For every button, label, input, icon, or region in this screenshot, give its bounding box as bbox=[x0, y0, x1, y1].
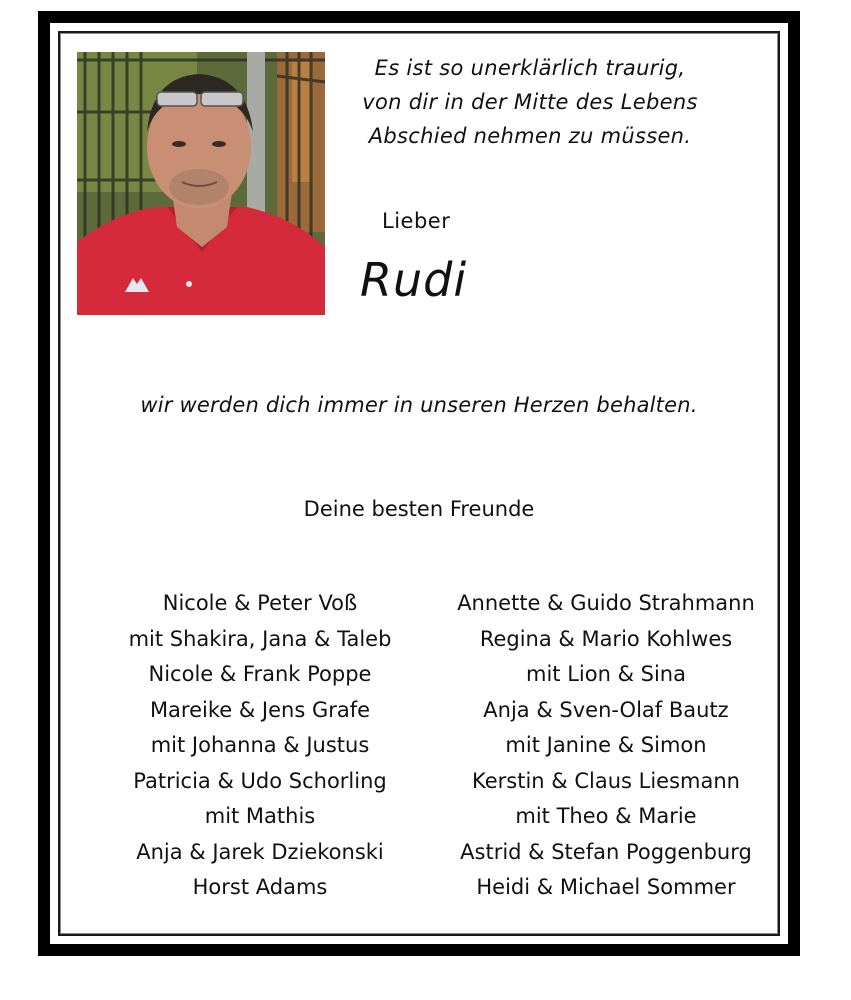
portrait-photo bbox=[77, 52, 325, 315]
mourner-entry: Patricia & Udo Schorling bbox=[133, 768, 387, 793]
quote-line: Es ist so unerklärlich traurig, bbox=[374, 56, 686, 80]
deceased-name: Rudi bbox=[360, 253, 468, 307]
mourner-entry: mit Lion & Sina bbox=[526, 662, 686, 686]
mourner-entry: Anja & Jarek Dziekonski bbox=[136, 839, 384, 864]
mourner-entry: Nicole & Peter Voß bbox=[162, 591, 358, 615]
mourning-notice-outer-border bbox=[38, 11, 800, 956]
mourner-entry: Heidi & Michael Sommer bbox=[476, 875, 736, 899]
signature-heading: Deine besten Freunde bbox=[303, 497, 535, 521]
mourner-entry: Regina & Mario Kohlwes bbox=[479, 626, 733, 651]
closing-sentence: wir werden dich immer in unseren Herzen behalten. bbox=[140, 393, 698, 417]
mourner-entry: Mareike & Jens Grafe bbox=[149, 697, 371, 722]
mourner-entry: Astrid & Stefan Poggenburg bbox=[460, 839, 752, 864]
salutation: Lieber bbox=[382, 209, 451, 233]
mourner-entry: mit Shakira, Jana & Taleb bbox=[128, 626, 392, 651]
quote bbox=[330, 51, 730, 153]
mourner-entry: Annette & Guido Strahmann bbox=[457, 591, 755, 615]
mourner-entry: Kerstin & Claus Liesmann bbox=[472, 768, 740, 793]
mourners-right-column bbox=[430, 586, 782, 906]
mourner-entry: Horst Adams bbox=[192, 875, 328, 899]
mourner-entry: Nicole & Frank Poppe bbox=[148, 662, 372, 686]
mourners-left-column bbox=[90, 586, 430, 906]
mourner-entry: mit Theo & Marie bbox=[515, 804, 697, 828]
mourner-entry: Anja & Sven-Olaf Bautz bbox=[483, 697, 729, 722]
quote-line: von dir in der Mitte des Lebens bbox=[362, 90, 698, 114]
mourner-entry: mit Johanna & Justus bbox=[150, 733, 370, 757]
mourner-entry: mit Mathis bbox=[204, 804, 316, 828]
mourning-notice-inner-border bbox=[58, 31, 780, 936]
quote-line: Abschied nehmen zu müssen. bbox=[368, 124, 692, 148]
mourner-entry: mit Janine & Simon bbox=[505, 733, 707, 757]
